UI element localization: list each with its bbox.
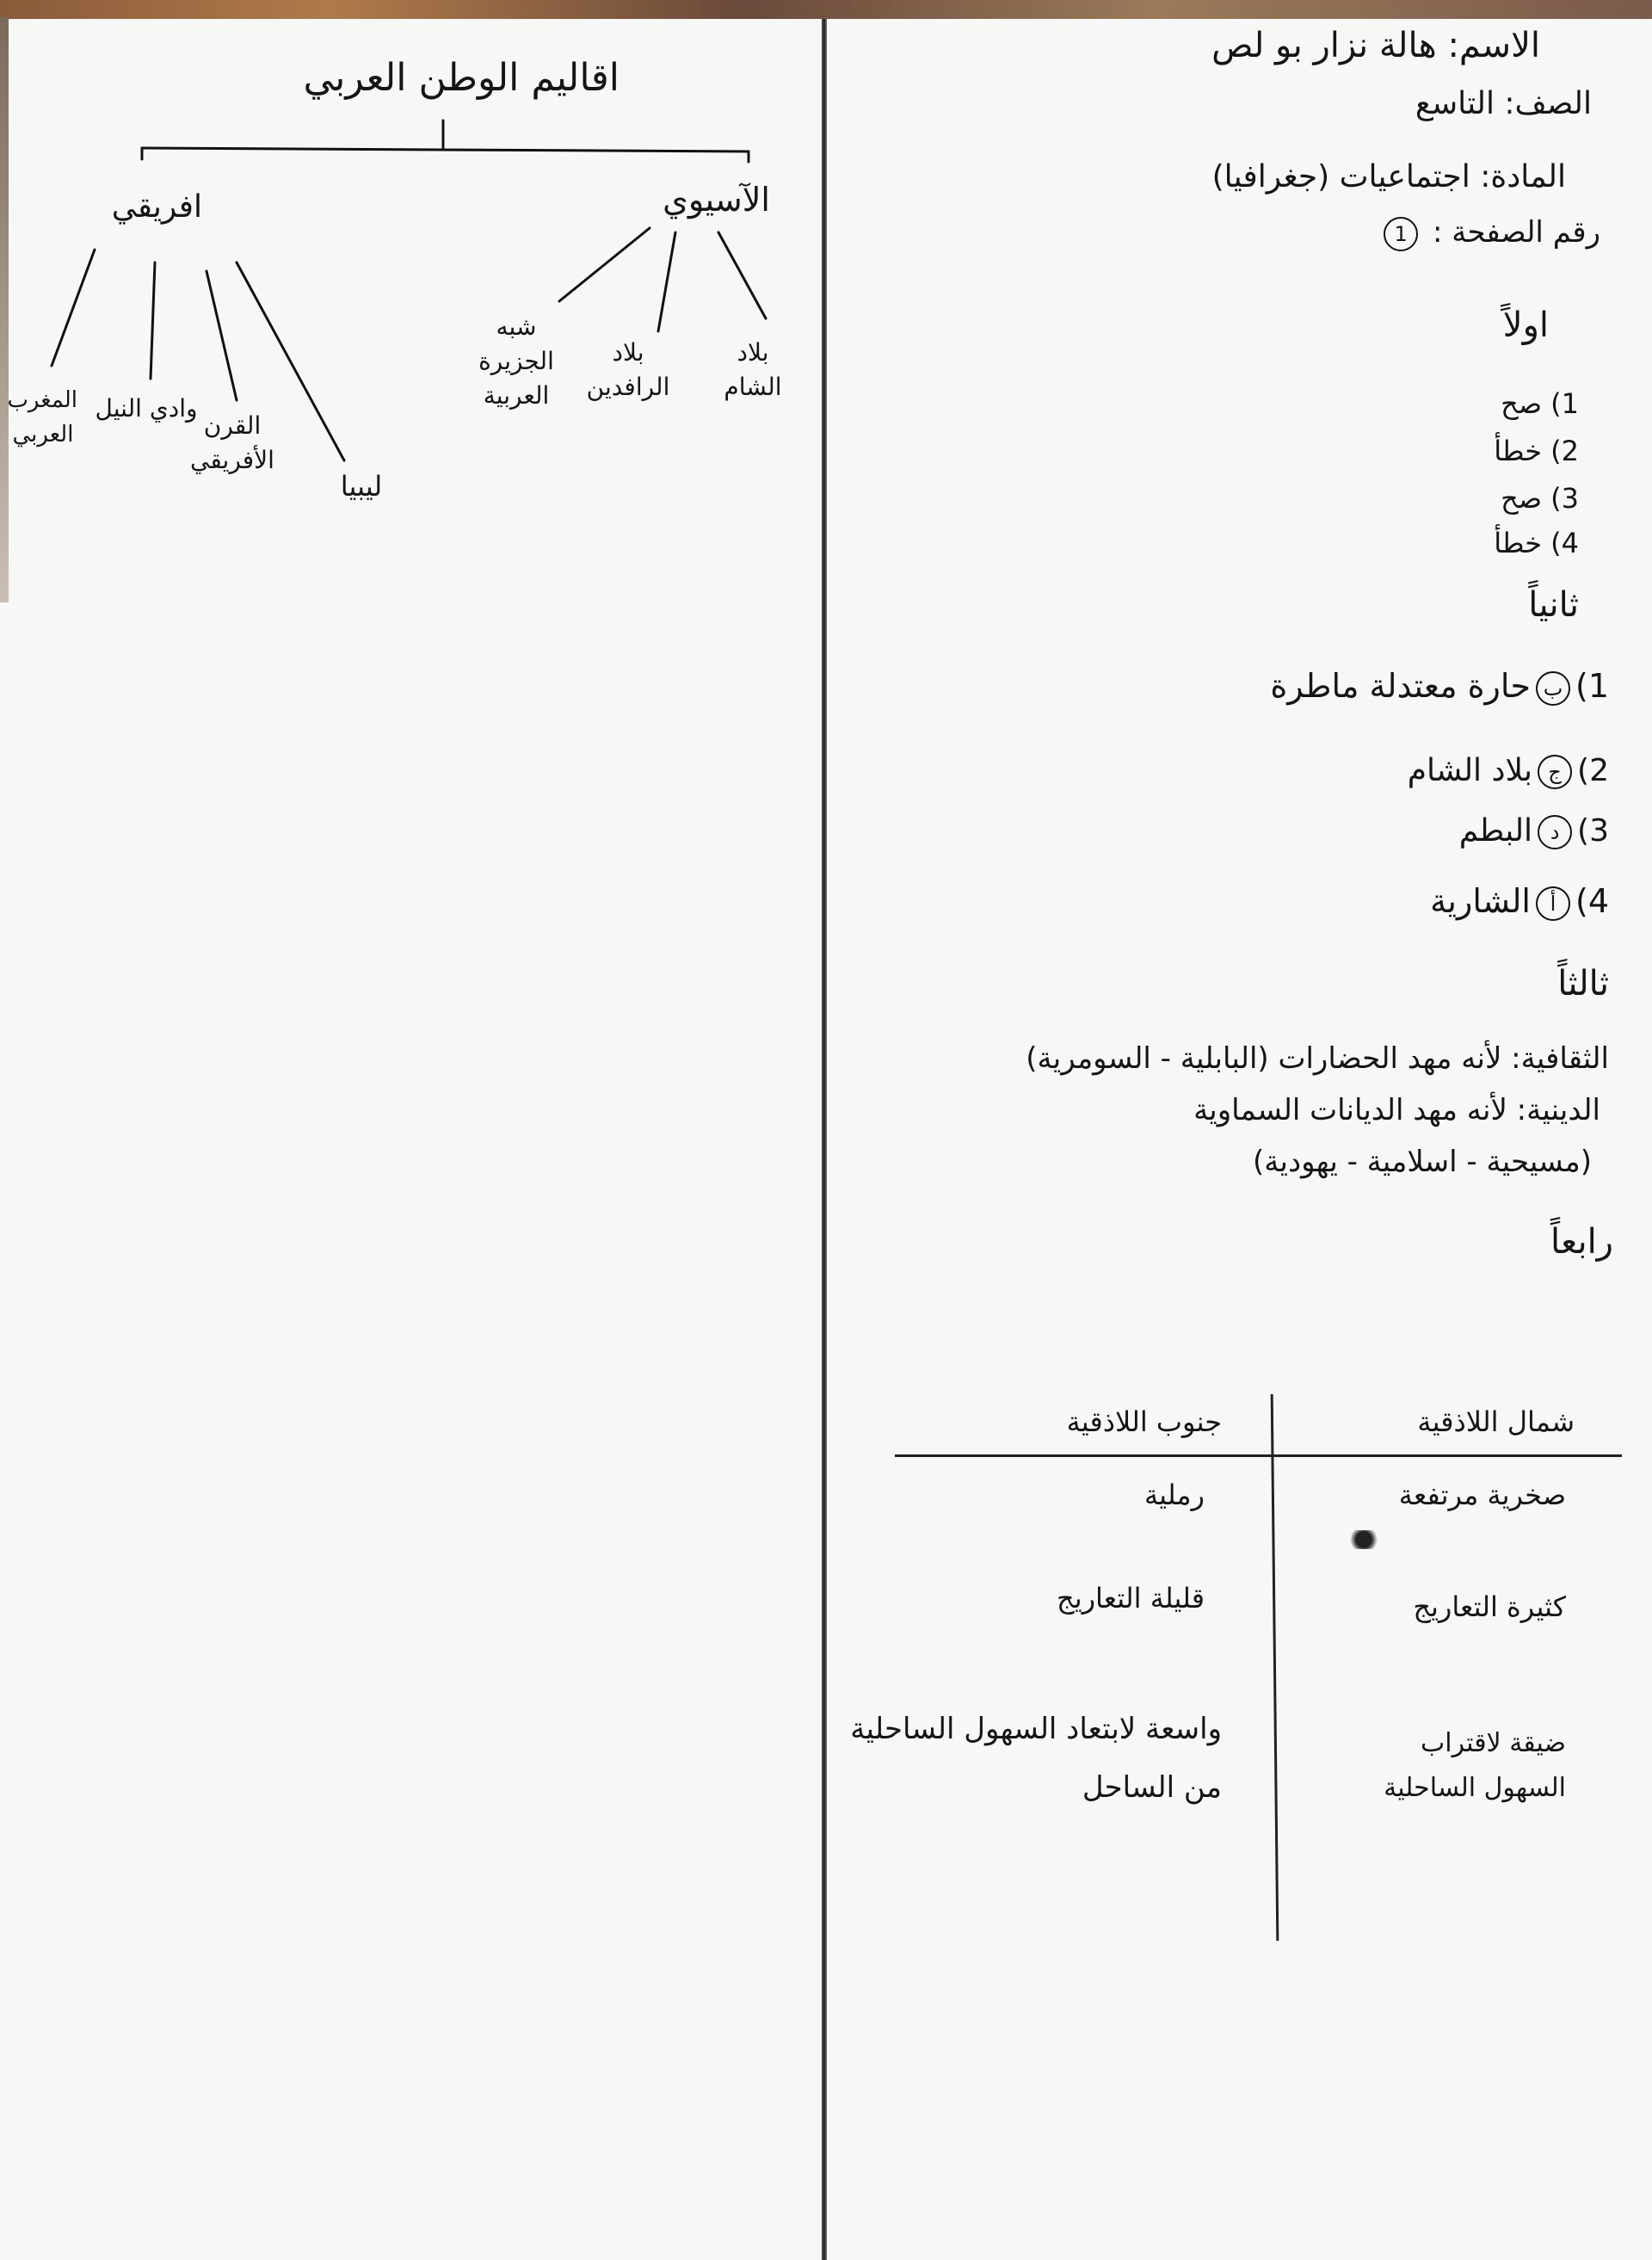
page-number-label: رقم الصفحة : xyxy=(1432,215,1600,250)
table-cell: رملية xyxy=(1144,1479,1205,1511)
branch-line xyxy=(559,228,650,301)
grade-line: الصف: التاسع xyxy=(1415,86,1592,121)
section3-title: ثالثاً xyxy=(1557,964,1609,1003)
student-name: الاسم: هالة نزار بو لص xyxy=(1211,26,1540,65)
choice-circle: أ xyxy=(1536,886,1570,921)
table-cell: كثيرة التعاريج xyxy=(1413,1590,1566,1623)
section1-item-1: 1) صح xyxy=(1501,387,1579,420)
ink-scribble xyxy=(1347,1530,1381,1549)
table-cell: ضيقة لاقتراب السهول الساحلية xyxy=(1384,1728,1566,1803)
branch-line xyxy=(151,262,155,379)
diagram-bar-line xyxy=(142,148,749,151)
table-header-north: شمال اللاذقية xyxy=(1417,1405,1575,1438)
page-number-line xyxy=(1378,215,1600,251)
branch-line xyxy=(206,271,237,400)
section2-item-2: 2)جبلاد الشام xyxy=(1407,753,1609,788)
table-cell: صخرية مرتفعة xyxy=(1398,1479,1566,1511)
branch-african: افريقي xyxy=(111,189,202,225)
leaf-nile-valley: وادي النيل xyxy=(95,394,198,423)
section3-line-2: الدينية: لأنه مهد الديانات السماوية xyxy=(1193,1093,1600,1127)
section2-title: ثانياً xyxy=(1528,585,1579,625)
branch-line xyxy=(658,232,675,331)
section1-title: اولاً xyxy=(1502,306,1549,345)
page-number-value: 1 xyxy=(1384,217,1418,251)
table-cell: واسعة لابتعاد السهول الساحلية من الساحل xyxy=(850,1712,1222,1805)
section4-title: رابعاً xyxy=(1550,1222,1613,1262)
subject-line: المادة: اجتماعيات (جغرافيا) xyxy=(1211,159,1566,195)
section3-line-1: الثقافية: لأنه مهد الحضارات (البابلية - السومرية) xyxy=(1026,1041,1609,1076)
branch-asian: الآسيوي xyxy=(663,181,770,219)
section1-item-3: 3) صح xyxy=(1501,482,1579,515)
section3-line-3: (مسيحية - اسلامية - يهودية) xyxy=(1253,1145,1592,1179)
choice-circle: د xyxy=(1538,815,1572,849)
diagram-title: اقاليم الوطن العربي xyxy=(303,56,620,100)
section2-item-1: 1)بحارة معتدلة ماطرة xyxy=(1270,667,1609,705)
leaf-arabian-peninsula: شبه الجزيرة العربية xyxy=(478,312,554,410)
section2-item-4: 4)أالشارية xyxy=(1430,882,1609,920)
section1-item-2: 2) خطأ xyxy=(1494,435,1579,467)
table-cell: قليلة التعاريج xyxy=(1057,1582,1205,1615)
table-header-divider xyxy=(895,1454,1622,1457)
leaf-sham: بلاد الشام xyxy=(724,338,782,401)
branch-line xyxy=(718,232,766,318)
choice-circle: ج xyxy=(1538,755,1572,789)
branch-line xyxy=(52,250,95,366)
leaf-libya: ليبيا xyxy=(340,470,383,503)
leaf-maghreb: المغرب العربي xyxy=(7,387,77,448)
choice-circle: ب xyxy=(1536,671,1570,706)
table-header-south: جنوب اللاذقية xyxy=(1066,1405,1222,1438)
leaf-rafidain: بلاد الرافدين xyxy=(586,338,670,401)
leaf-horn-of-africa: القرن الأفريقي xyxy=(190,411,274,474)
section1-item-4: 4) خطأ xyxy=(1494,527,1579,559)
section2-item-3: 3)دالبطم xyxy=(1458,813,1609,849)
